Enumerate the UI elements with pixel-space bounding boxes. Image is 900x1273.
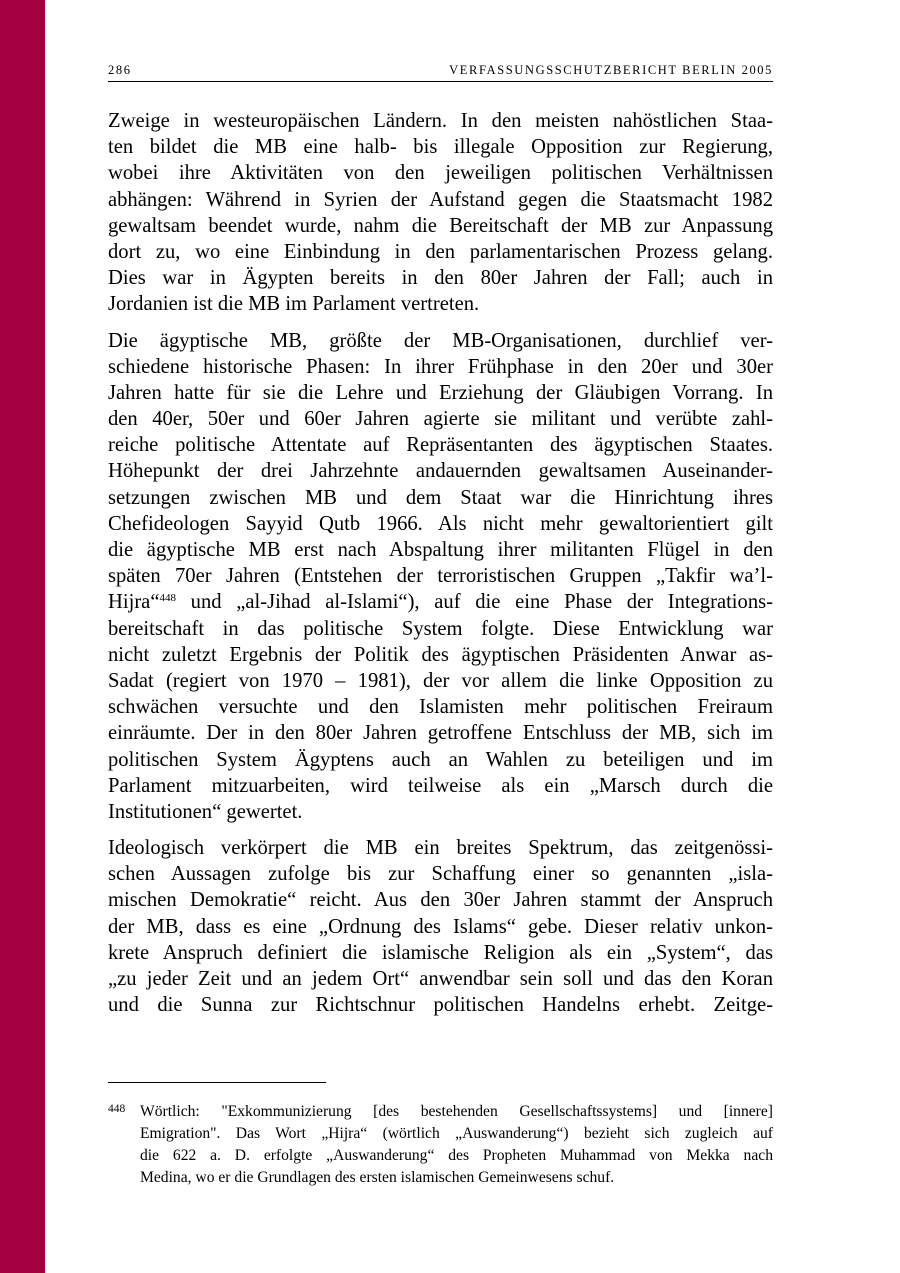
text-line: Höhepunkt der drei Jahrzehnte andauernden gewaltsamen Auseinander- [108,460,773,483]
footnote-line: Wörtlich: "Exkommunizierung [des bestehenden Gesellschaftssystems] und [innere] [140,1103,773,1120]
paragraph-3 [108,835,773,1018]
text-line: Ideologisch verkörpert die MB ein breites Spektrum, das zeitgenössi- [108,837,773,860]
text-line: schiedene historische Phasen: In ihrer Frühphase in den 20er und 30er [108,355,773,378]
text-line: Jordanien ist die MB im Parlament vertreten. [108,293,480,316]
text-line: abhängen: Während in Syrien der Aufstand gegen die Staatsmacht 1982 [108,188,773,211]
text-line: Dies war in Ägypten bereits in den 80er Jahren der Fall; auch in [108,267,773,290]
footnote [108,1101,773,1189]
text-line: und die Sunna zur Richtschnur politischen Handelns erhebt. Zeitge- [108,994,773,1017]
text-line: reiche politische Attentate auf Repräsentanten des ägyptischen Staates. [108,434,773,457]
text-line: Parlament mitzuarbeiten, wird teilweise als ein „Marsch durch die [108,774,773,797]
running-header [108,63,773,82]
text-line-with-footnote-ref [108,589,773,615]
text-line: politischen System Ägyptens auch an Wahlen zu beteiligen und im [108,748,773,771]
page-number: 286 [108,63,132,77]
text-line: nicht zuletzt Ergebnis der Politik des ägyptischen Präsidenten Anwar as- [108,643,773,666]
text-line: die ägyptische MB erst nach Abspaltung ihrer militanten Flügel in den [108,539,773,561]
footnote-line: die 622 a. D. erfolgte „Auswanderung“ des Propheten Muhammad von Mekka nach [140,1147,773,1164]
paragraph-1 [108,108,773,318]
text-line: „zu jeder Zeit und an jedem Ort“ anwendbar sein soll und das den Koran [108,968,773,990]
text-line: Institutionen“ gewertet. [108,800,303,823]
text-line: Chefideologen Sayyid Qutb 1966. Als nicht mehr gewaltorientiert gilt [108,512,773,535]
footnote-number: 448 [108,1103,126,1115]
text-line: Zweige in westeuropäischen Ländern. In den meisten nahöstlichen Staa- [108,110,773,132]
text-line: späten 70er Jahren (Entstehen der terroristischen Gruppen „Takfir wa’l- [108,565,773,588]
text-line: mischen Demokratie“ reicht. Aus den 30er Jahren stammt der Anspruch [108,889,773,912]
text-line: dort zu, wo eine Einbindung in den parlamentarischen Prozess gelang. [108,240,773,263]
text-line: ten bildet die MB eine halb- bis illegale Opposition zur Regierung, [108,136,773,159]
footnote-separator [108,1082,326,1083]
text-line: wobei ihre Aktivitäten von den jeweiligen politischen Verhältnissen [108,162,773,185]
footnote-line: Medina, wo er die Grundlagen des ersten islamischen Gemeinwesens schuf. [140,1169,615,1186]
text-line: bereitschaft in das politische System folgte. Diese Entwicklung war [108,617,773,640]
text-line: schwächen versuchte und den Islamisten mehr politischen Freiraum [108,696,773,719]
footnote-reference[interactable]: 448 [159,592,176,605]
text-line: schen Aussagen zufolge bis zur Schaffung einer so genannten „isla- [108,863,773,886]
paragraph-2 [108,328,773,826]
running-title: VERFASSUNGSSCHUTZBERICHT BERLIN 2005 [449,63,773,77]
hijra-word: Hijra“ [108,591,160,614]
text-line-remainder: und „al-Jihad al-Islami“), auf die eine Phase der Integrations- [175,591,773,614]
text-line: den 40er, 50er und 60er Jahren agierte sie militant und verübte zahl- [108,408,773,431]
text-line: gewaltsam beendet wurde, nahm die Bereitschaft der MB zur Anpassung [108,214,773,237]
text-line: Die ägyptische MB, größte der MB-Organisationen, durchlief ver- [108,329,773,352]
text-line: der MB, dass es eine „Ordnung des Islams“ gebe. Dieser relativ unkon- [108,915,773,938]
side-color-bar [0,0,45,1273]
footnote-line: Emigration". Das Wort „Hijra“ (wörtlich „Auswanderung“) bezieht sich zugleich auf [140,1125,773,1142]
footnote-body [140,1101,773,1189]
text-line: Sadat (regiert von 1970 – 1981), der vor allem die linke Opposition zu [108,669,773,692]
body-text [108,108,773,1028]
text-line: einräumte. Der in den 80er Jahren getroffene Entschluss der MB, sich im [108,722,773,745]
text-line: Jahren hatte für sie die Lehre und Erziehung der Gläubigen Vorrang. In [108,381,773,404]
text-line: krete Anspruch definiert die islamische Religion als ein „System“, das [108,941,773,964]
text-line: setzungen zwischen MB und dem Staat war die Hinrichtung ihres [108,486,773,509]
